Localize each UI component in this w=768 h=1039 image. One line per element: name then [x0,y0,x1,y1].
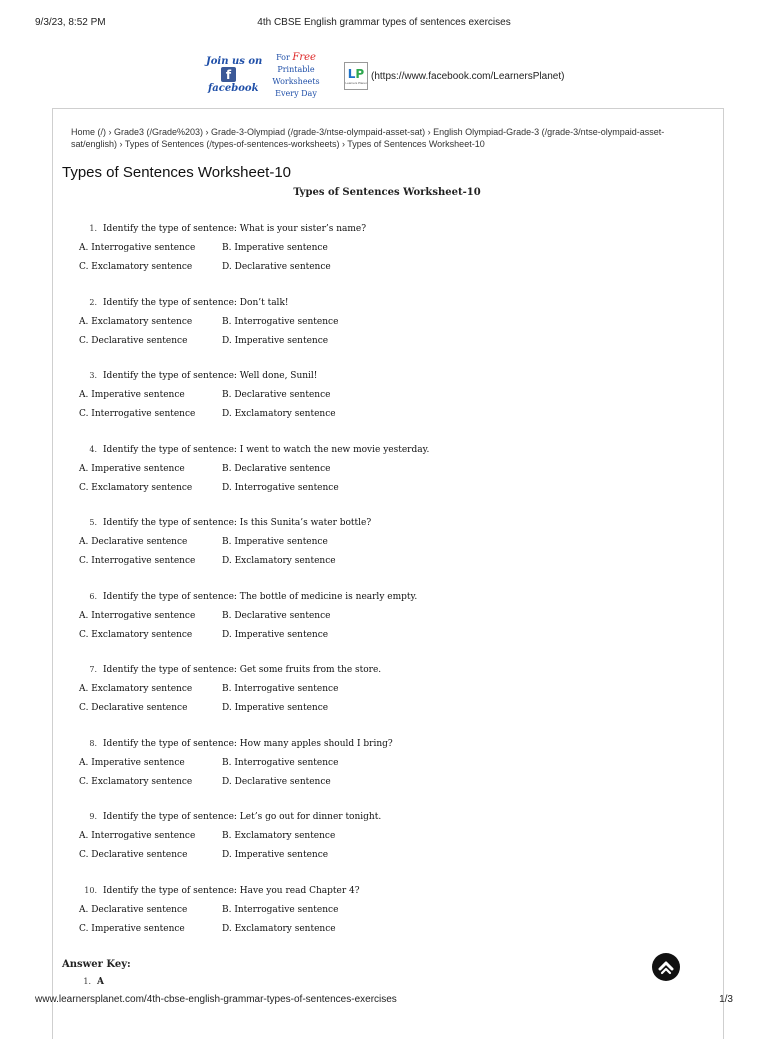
option-c: C. Declarative sentence [79,703,188,713]
question-text: Identify the type of sentence: The bottle of medicine is nearly empty. [103,591,418,602]
answer-number: 1. [83,977,91,986]
option-b: B. Exclamatory sentence [222,831,336,841]
option-b: B. Declarative sentence [222,390,331,400]
question-item [79,664,429,738]
question-item [79,517,429,591]
printable-worksheets-text: Printable Worksheets [272,65,320,86]
free-text: Free [292,52,316,63]
facebook-join-block[interactable] [206,56,263,96]
question-number: 4. [89,444,97,454]
option-d: D. Imperative sentence [222,629,329,640]
question-item [79,297,429,371]
breadcrumb[interactable]: Home (/) › Grade3 (/Grade%203) › Grade-3-Olympiad (/grade-3/ntse-olympaid-asset-sat) › English Olympiad-Grade-3 (/grade-3/ntse-olympaid-asset-sat/english) › Types of Sentences (/types-of-sentences-worksheets) › Types of Sentences Worksheet-10 [71,127,665,149]
question-number: 5. [89,518,97,527]
logo-mark: LP [347,67,365,81]
answer-key-heading: Answer Key: [62,959,131,970]
answer-key-item [79,977,104,987]
question-item [79,444,429,518]
question-number: 2. [89,297,97,307]
option-c: C. Interrogative sentence [79,409,196,419]
question-number: 3. [89,371,97,380]
facebook-banner[interactable] [206,52,565,98]
scroll-to-top-button[interactable] [652,953,680,981]
option-b: B. Imperative sentence [222,243,328,253]
option-a: A. Interrogative sentence [79,831,196,841]
option-d: D. Exclamatory sentence [222,556,336,566]
page-title: Types of Sentences Worksheet-10 [62,164,292,181]
question-text: Identify the type of sentence: Don’t talk! [103,297,289,308]
question-number: 8. [89,738,97,748]
option-a: A. Imperative sentence [79,757,185,768]
option-a: A. Exclamatory sentence [79,684,193,694]
option-a: A. Declarative sentence [79,537,188,547]
option-d: D. Imperative sentence [222,335,329,346]
question-text: Identify the type of sentence: Have you read Chapter 4? [103,885,360,896]
facebook-icon: f [221,67,236,82]
question-text: Identify the type of sentence: How many apples should I bring? [103,738,393,749]
facebook-link[interactable]: (https://www.facebook.com/LearnersPlanet) [371,70,565,82]
question-number: 6. [89,591,97,601]
free-worksheets-text [254,52,338,100]
option-a: A. Interrogative sentence [79,243,196,253]
question-item [79,885,429,959]
option-b: B. Imperative sentence [222,537,328,547]
option-c: C. Imperative sentence [79,923,185,934]
option-d: D. Exclamatory sentence [222,923,336,934]
option-c: C. Declarative sentence [79,335,188,346]
option-d: D. Declarative sentence [222,776,331,787]
option-b: B. Interrogative sentence [222,684,339,694]
print-datetime: 9/3/23, 8:52 PM [35,17,106,28]
logo-caption: Learners Planet [345,81,367,85]
option-c: C. Exclamatory sentence [79,629,193,640]
worksheet-title: Types of Sentences Worksheet-10 [293,187,481,198]
answer-value: A [97,977,104,987]
print-page-title: 4th CBSE English grammar types of sentences exercises [257,17,511,28]
question-number: 10. [84,885,97,895]
option-b: B. Interrogative sentence [222,757,339,768]
question-number: 9. [89,812,97,821]
learners-planet-logo [344,62,368,90]
option-d: D. Imperative sentence [222,850,329,860]
option-b: B. Interrogative sentence [222,316,339,327]
question-item [79,591,429,665]
option-c: C. Declarative sentence [79,850,188,860]
option-d: D. Interrogative sentence [222,482,339,493]
every-day-text: Every Day [275,89,317,98]
question-text: Identify the type of sentence: What is your sister’s name? [103,224,367,234]
join-us-text: Join us on [206,56,263,67]
facebook-text: facebook [208,83,259,94]
question-item [79,811,429,885]
option-b: B. Interrogative sentence [222,904,339,915]
print-footer-url: www.learnersplanet.com/4th-cbse-english-grammar-types-of-sentences-exercises [35,994,397,1005]
question-text: Identify the type of sentence: I went to watch the new movie yesterday. [103,444,430,455]
for-text: For [276,53,290,62]
option-b: B. Declarative sentence [222,610,331,621]
question-item [79,223,429,297]
question-number: 1. [89,224,97,233]
question-text: Identify the type of sentence: Well done, Sunil! [103,371,318,381]
option-d: D. Exclamatory sentence [222,409,336,419]
question-text: Identify the type of sentence: Is this Sunita’s water bottle? [103,518,372,528]
option-b: B. Declarative sentence [222,463,331,474]
question-text: Identify the type of sentence: Get some fruits from the store. [103,665,382,675]
print-page-number: 1/3 [719,994,733,1005]
question-list [79,223,429,958]
option-a: A. Interrogative sentence [79,610,196,621]
chevron-up-icon [658,959,674,975]
question-item [79,370,429,444]
question-number: 7. [89,665,97,674]
question-text: Identify the type of sentence: Let’s go out for dinner tonight. [103,812,382,822]
option-a: A. Declarative sentence [79,904,188,915]
option-d: D. Declarative sentence [222,262,331,272]
option-a: A. Exclamatory sentence [79,316,193,327]
option-c: C. Exclamatory sentence [79,776,193,787]
question-item [79,738,429,812]
option-a: A. Imperative sentence [79,390,185,400]
content-panel [52,108,724,1039]
option-c: C. Exclamatory sentence [79,262,193,272]
option-c: C. Interrogative sentence [79,556,196,566]
option-a: A. Imperative sentence [79,463,185,474]
option-c: C. Exclamatory sentence [79,482,193,493]
option-d: D. Imperative sentence [222,703,329,713]
